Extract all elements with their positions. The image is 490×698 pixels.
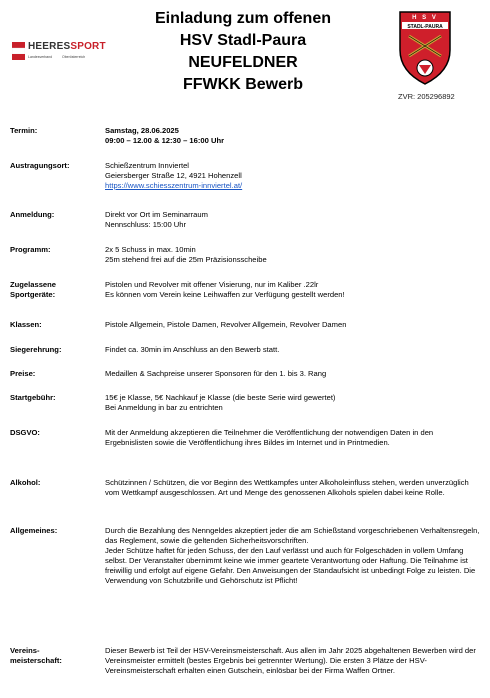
value-startgebuehr: 15€ je Klasse, 5€ Nachkauf je Klasse (die beste Serie wird gewertet) Bei Anmeldung in bar zu entrichten: [105, 393, 336, 412]
value-termin: Samstag, 28.06.2025 09:00 – 12.00 & 12:30 – 16:00 Uhr: [105, 126, 225, 145]
heeressport-subtitle: Landesverband Oberösterreich: [28, 55, 86, 59]
label-klassen: Klassen:: [10, 320, 42, 329]
venue-website-link[interactable]: https://www.schiesszentrum-innviertel.at/: [105, 181, 243, 190]
value-dsgvo: Mit der Anmeldung akzeptieren die Teilnehmer die Veröffentlichung der notwendigen Daten in den Ergebnislisten sowie die Veröffentlichung ihres Bildes im Internet und in Printmedien.: [105, 428, 434, 447]
value-anmeldung: Direkt vor Ort im Seminarraum Nennschluss: 15:00 Uhr: [105, 210, 208, 229]
label-austragungsort: Austragungsort:: [10, 161, 70, 170]
value-austragungsort: Schießzentrum Innviertel Geiersberger Straße 12, 4921 Hohenzell https://www.schiesszentrum-innviertel.at/: [105, 161, 243, 190]
label-vereinsmeisterschaft: Vereins- meisterschaft:: [10, 646, 62, 665]
label-siegerehrung: Siegerehrung:: [10, 345, 62, 354]
page-title: Einladung zum offenen HSV Stadl-Paura NEUFELDNER FFWKK Bewerb: [155, 10, 331, 93]
label-startgebuehr: Startgebühr:: [10, 393, 56, 402]
value-sportgeraete: Pistolen und Revolver mit offener Visierung, nur im Kaliber .22lr Es können vom Verein keine Leihwaffen zur Verfügung gestellt werden!: [105, 280, 345, 299]
value-siegerehrung: Findet ca. 30min im Anschluss an den Bewerb statt.: [105, 345, 280, 354]
svg-text:STADL-PAURA: STADL-PAURA: [407, 24, 443, 30]
austria-flag-icon: [12, 42, 25, 60]
label-programm: Programm:: [10, 245, 51, 254]
heeressport-name: HEERESSPORT: [28, 41, 106, 52]
value-preise: Medaillen & Sachpreise unserer Sponsoren für den 1. bis 3. Rang: [105, 369, 327, 378]
value-klassen: Pistole Allgemein, Pistole Damen, Revolver Allgemein, Revolver Damen: [105, 320, 347, 329]
value-vereinsmeisterschaft: Dieser Bewerb ist Teil der HSV-Vereinsmeisterschaft. Aus allen im Jahr 2025 abgehaltenen Bewerben wird der Vereinsmeister ermittelt (bestes Ergebnis bei getrennter Wertung). Die ersten 3 Plätze der HSV-Vereinsmeisterschaft erhalten einen Gutschein, einlösbar bei der Firma Waffen Ortner.: [105, 646, 476, 675]
svg-text:H S V: H S V: [412, 15, 438, 21]
value-allgemeines: Durch die Bezahlung des Nenngeldes akzeptiert jeder die am Schießstand vorgeschriebenen Verhaltensregeln, das Reglement, sowie die geltenden Sicherheitsvorschriften. Jeder Schütze haftet für jeden Schuss, der den Lauf verlässt und auch für Folgeschäden in vollem Umfang selbst. Der Veranstalter übernimmt keine wie immer geartete Verantwortung oder Haftung. Die Teilnahme ist freiwillig und erfolgt auf eigene Gefahr. Den Anweisungen der Standaufsicht ist unbedingt Folge zu leisten. Die Verwendung von Schutzbrille und Gehörschutz ist Pflicht!: [105, 526, 480, 585]
label-anmeldung: Anmeldung:: [10, 210, 55, 219]
label-termin: Termin:: [10, 126, 38, 135]
label-sportgeraete: Zugelassene Sportgeräte:: [10, 280, 57, 299]
value-alkohol: Schützinnen / Schützen, die vor Beginn des Wettkampfes unter Alkoholeinfluss stehen, werden unverzüglich vom Wettkampf ausgeschlossen. Art und Menge des genossenen Alkohols spielen dabei keine Rolle.: [105, 478, 469, 497]
heeressport-logo: [12, 40, 106, 66]
document-header: [0, 0, 490, 115]
label-preise: Preise:: [10, 369, 36, 378]
label-dsgvo: DSGVO:: [10, 428, 40, 437]
value-programm: 2x 5 Schuss in max. 10min 25m stehend frei auf die 25m Präzisionsscheibe: [105, 245, 267, 264]
label-alkohol: Alkohol:: [10, 478, 41, 487]
zvr-number: ZVR: 205296892: [398, 92, 455, 101]
hsv-crest-icon: [397, 10, 453, 86]
label-allgemeines: Allgemeines:: [10, 526, 58, 535]
